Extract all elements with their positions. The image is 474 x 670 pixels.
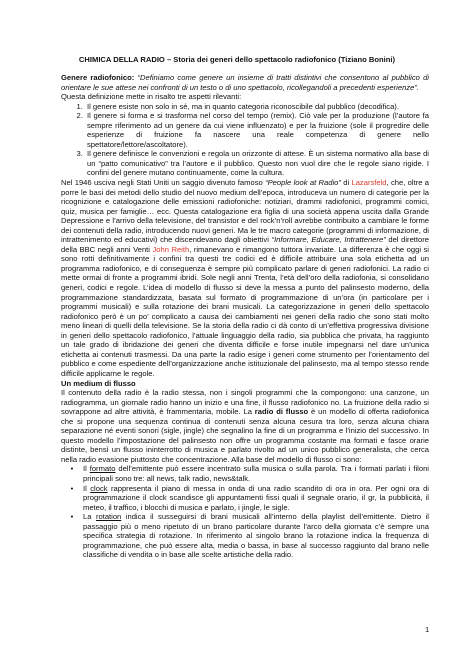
genre-aspects-list [61, 102, 429, 178]
document-title: CHIMICA DELLA RADIO – Storia dei generi dello spettacolo radiofonico (Tiziano Bonini) [78, 55, 396, 64]
document-body [61, 73, 429, 560]
text-run: , che, oltre a porre le basi dei metodi dello studio del nuovo medium dell’epoca, introduceva un numero di categorie per la ricognizione e catalogazione delle emissioni radiofoniche: notiziari, drammi radiofonici, programmi comici, quiz, musica per famiglie… ecc. Questa catalogazione era figlia di una società appena uscita dalla Grande Depressione e l’arrivo della televisione, del transistor e del rock’n’roll avrebbe contribuito a cambiare le forme dei contenuti della radio, introducendo nuovi generi. Ma le tre macro categorie (programmi di informazione, di intrattenimento ed educativi) che discendevano dagli obiettivi [61, 178, 430, 245]
list-item [61, 464, 429, 483]
list-item-text [83, 464, 429, 483]
section-heading: Un medium di flusso [61, 378, 136, 388]
genre-quote: “Definiamo come genere un insieme di tratti distintivi che consentono al pubblico di orientare le sue attese nei confronti di un testo o di uno spettacolo, ricollegandoli a precedenti esperienze”. [61, 73, 429, 92]
text-run: rappresenta il piano di messa in onda di una radio scandito di ora in ora. Per ogni ora di programmazione il clock scandisce gli appuntamenti fissi quali il segnale orario, il gr, la pubblicità, il meteo, il traffico, i blocchi di musica e parlato, i jingle, le sigle. [83, 483, 429, 512]
text-run: , rimanevano e rimangono tuttora invariate. La differenza è che oggi si sono rotti definitivamente i confini tra questi tre codici ed è difficile attribuire una sola etichetta ad un programma radiofonico, e di conseguenza è sempre più complicato parlare di generi radiofonici. La radio ci mette ormai di fronte a programmi ibridi. Sole negli anni Trenta, l’età dell’oro della radiofonia, si consolidano generi, codici e regole. L’idea di modello di flusso si deve la messa a punto del palinsesto moderno, della programmazione standardizzata, basata sul formato di programmazione di un’ora (in particolare per i programmi musicali) e sulla rotazione dei brani musicali. La categorizzazione in generi dello spettacolo radiofonico però è un po’ complicato a causa dei cambiamenti nei generi della radio che sono stati molto meno lineari di quelli della televisione. Se la storia della radio ci dà conto di un’effettiva progressiva divisione in generi dello spettacolo radiofonico, l’attuale linguaggio della radio, sia pubblica che privata, ha raggiunto un tale grado di ibridazione dei generi che diventa difficile e forse inutile impegnarsi nel dare un’unica etichetta ai contenuti trasmessi. Da una parte la radio esige i generi come strumento per l’orientamento del pubblico e come espediente dell’organizzazione anche istituzionale del palinsesto, ma al tempo stesso rende difficile applicarne le regole. [61, 244, 429, 378]
list-item: 2. Il genere si forma e si trasforma nel corso del tempo (remix). Ciò vale per la produzione (l’autore fa sempre riferimento ad un genere da cui viene influenzato) e per la fruizione (sole il progredire delle esperienze di fruizione fa nascere una reale competenza di genere nello spettatore/lettore/ascoltatore). [85, 111, 429, 149]
bbc-motto: “Informare, Educare, Intrattenere” [271, 235, 386, 245]
text-run: dell’emittente può essere incentrato sulla musica o sulla parola. Tra i formati parlati i filoni principali sono tre: all news, talk radio, news&talk. [83, 464, 429, 483]
list-item-text [83, 512, 429, 560]
bullet-icon: • [70, 483, 74, 493]
list-item [61, 512, 429, 560]
bullet-icon: • [70, 464, 74, 474]
flow-paragraph [61, 388, 429, 464]
book-title: “People look at Radio” [265, 178, 341, 188]
list-item-text [83, 484, 429, 513]
underlined-term: rotation [95, 512, 122, 522]
text-run: indica il susseguirsi di brani musicali all’interno della playlist dell’emittente. Dietro il passaggio più o meno ripetuto di un brano particolare durante l’arco della giornata c’è sempre una specifica strategia di rotazione. In riferimento al singolo brano la rotazione indica la frequenza di programmazione, che può essere alta, media o bassa, in base al successo raggiunto dal brano nelle classifiche di vendita o in base alle scelte artistiche della radio. [83, 512, 429, 560]
text-run: La [83, 512, 96, 522]
list-item: 1. Il genere esiste non solo in sé, ma in quanto categoria riconoscibile dal pubblico (decodifica). [85, 102, 429, 112]
underlined-term: clock [90, 483, 108, 493]
page-number: 1 [425, 625, 430, 634]
list-item [61, 484, 429, 513]
text-run: di [340, 178, 352, 188]
genre-intro: Questa definizione mette in risalto tre aspetti rilevanti: [61, 92, 242, 102]
text-run: del direttore della BBC negli anni Venti [61, 235, 429, 254]
text-run: è un modello di offerta radiofonica che si propone una sequenza continua di contenuti senza alcuna cesura tra loro, senza alcuna chiara separazione né eventi sonori (sigle, jingle) che segnalino la fine di un programma e l’inizio del successivo. In questo modello l’impostazione del palinsesto non offre un programma costante ma formati e fasce orarie distinte, bensì un flusso ininterrotto di musica e parlato rivolto ad un unico pubblico generalista, che cerca nella radio evasione piuttosto che concentrazione. Alla base del modello di flusso ci sono: [61, 407, 429, 464]
john-reith-link[interactable]: John Reith [152, 244, 190, 254]
genre-definition [61, 73, 429, 92]
text-run: Il contenuto della radio è la radio stessa, non i singoli programmi che la compongono: una canzone, un radiogramma, un giornale radio hanno un inizio e una fine, il flusso radiofonico no. La fruizione della radio si sovrappone ad altre attività, è frammentaria, mobile. La [61, 388, 429, 417]
underlined-term: formato [89, 464, 116, 474]
list-item: 3. Il genere definisce le convenzioni e regola un orizzonte di attese. È un sistema normativo alla base di un “patto comunicativo” tra l’autore e il pubblico. Questo non vuol dire che le regole siano rigide. I confini del genere mutano continuamente, come la cultura. [85, 149, 429, 178]
text-run: Nel 1946 usciva negli Stati Uniti un saggio divenuto famoso [61, 178, 266, 188]
history-paragraph [61, 178, 429, 378]
text-run: Il [83, 464, 90, 474]
bold-term: radio di flusso [254, 407, 309, 417]
text-run: Il [83, 483, 91, 493]
bullet-icon: • [70, 512, 74, 522]
lazarsfeld-link[interactable]: Lazarsfeld [351, 178, 387, 188]
genre-label: Genere radiofonico: [61, 73, 135, 82]
